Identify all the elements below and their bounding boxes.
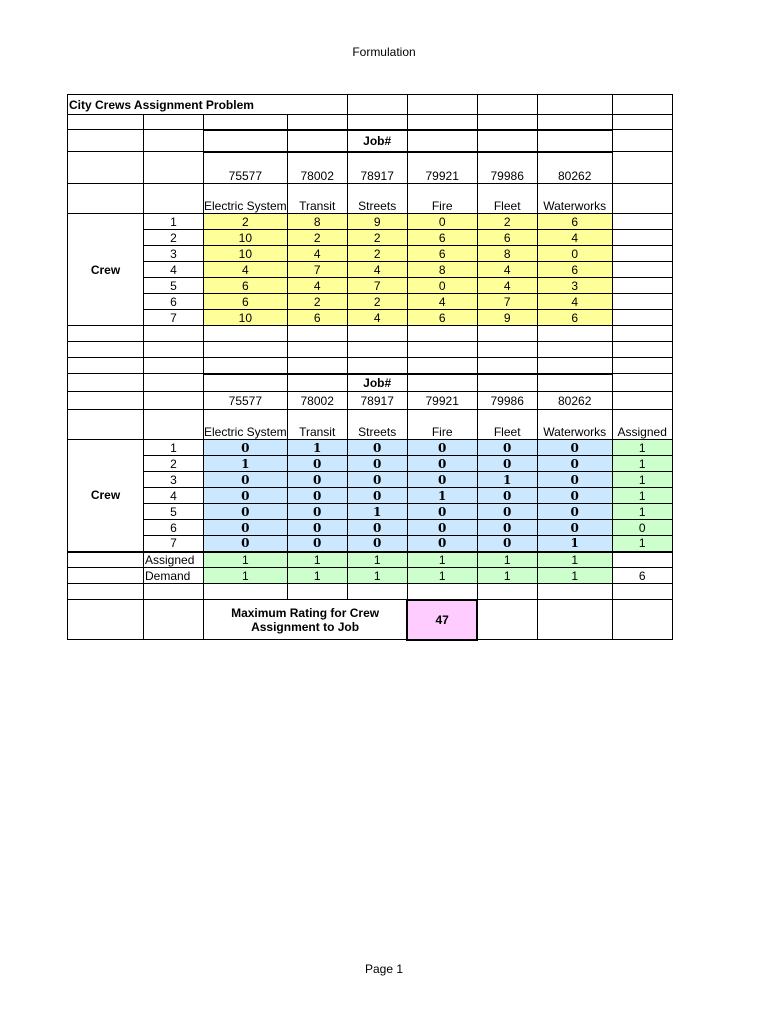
rating-cell: 2	[347, 230, 407, 246]
empty-cell	[477, 326, 537, 342]
rating-cell: 2	[287, 294, 347, 310]
empty-cell	[287, 374, 347, 392]
empty-cell	[347, 115, 407, 130]
empty-cell	[68, 392, 144, 410]
demand-total: 6	[612, 568, 672, 584]
job-number: 78917	[347, 152, 407, 184]
crew-number: 7	[144, 310, 204, 326]
assignment-cell[interactable]: 0	[407, 504, 477, 520]
assignment-cell[interactable]: 0	[477, 456, 537, 472]
empty-cell	[347, 584, 407, 600]
row-assigned-cell: 1	[612, 456, 672, 472]
job-name: Fire	[407, 184, 477, 214]
empty-cell	[612, 392, 672, 410]
assignment-cell[interactable]: 0	[204, 472, 288, 488]
rating-cell: 7	[477, 294, 537, 310]
row-assigned-cell: 1	[612, 504, 672, 520]
empty-cell	[68, 184, 144, 214]
row-assigned-cell: 1	[612, 488, 672, 504]
empty-cell	[407, 584, 477, 600]
assignment-cell[interactable]: 0	[287, 472, 347, 488]
empty-cell	[204, 584, 288, 600]
job-number: 75577	[204, 392, 288, 410]
crew-number: 4	[144, 488, 204, 504]
assignment-cell[interactable]: 0	[407, 440, 477, 456]
job-name: Transit	[287, 184, 347, 214]
rating-cell: 8	[477, 246, 537, 262]
empty-cell	[477, 584, 537, 600]
empty-cell	[144, 115, 204, 130]
assignment-cell[interactable]: 0	[204, 504, 288, 520]
empty-cell	[287, 130, 347, 152]
page-header: Formulation	[352, 45, 416, 59]
empty-cell	[204, 342, 288, 358]
rating-cell: 6	[537, 214, 612, 230]
assignment-cell[interactable]: 0	[204, 520, 288, 536]
rating-cell: 4	[407, 294, 477, 310]
rating-cell: 4	[477, 278, 537, 294]
crew-number: 5	[144, 278, 204, 294]
job-label: Job#	[347, 130, 407, 152]
empty-cell	[612, 600, 672, 640]
empty-cell	[68, 568, 144, 584]
empty-cell	[612, 230, 672, 246]
rating-cell: 10	[204, 310, 288, 326]
empty-cell	[144, 342, 204, 358]
job-number: 75577	[204, 152, 288, 184]
empty-cell	[144, 410, 204, 440]
assignment-cell[interactable]: 0	[477, 488, 537, 504]
empty-cell	[347, 95, 407, 115]
demand-row-label: Demand	[144, 568, 204, 584]
empty-cell	[144, 584, 204, 600]
col-assigned-cell: 1	[204, 552, 288, 568]
job-number: 78002	[287, 152, 347, 184]
empty-cell	[537, 374, 612, 392]
assignment-cell[interactable]: 0	[287, 456, 347, 472]
empty-cell	[68, 342, 144, 358]
job-number: 80262	[537, 392, 612, 410]
assignment-cell[interactable]: 0	[537, 456, 612, 472]
row-assigned-cell: 0	[612, 520, 672, 536]
col-assigned-cell: 1	[287, 552, 347, 568]
assignment-cell[interactable]: 1	[407, 488, 477, 504]
demand-cell: 1	[204, 568, 288, 584]
assignment-cell[interactable]: 0	[347, 440, 407, 456]
empty-cell	[612, 246, 672, 262]
empty-cell	[204, 115, 288, 130]
empty-cell	[612, 130, 672, 152]
demand-cell: 1	[537, 568, 612, 584]
demand-cell: 1	[407, 568, 477, 584]
row-assigned-cell: 1	[612, 440, 672, 456]
empty-cell	[612, 152, 672, 184]
empty-cell	[407, 95, 477, 115]
job-number: 79921	[407, 152, 477, 184]
empty-cell	[407, 326, 477, 342]
crew-number: 6	[144, 520, 204, 536]
empty-cell	[287, 584, 347, 600]
job-label: Job#	[347, 374, 407, 392]
empty-cell	[407, 374, 477, 392]
job-name: Streets	[347, 184, 407, 214]
rating-cell: 7	[287, 262, 347, 278]
rating-cell: 9	[477, 310, 537, 326]
empty-cell	[477, 374, 537, 392]
assignment-cell[interactable]: 0	[347, 472, 407, 488]
empty-cell	[204, 374, 288, 392]
empty-cell	[68, 152, 144, 184]
assignment-cell[interactable]: 0	[537, 504, 612, 520]
empty-cell	[612, 294, 672, 310]
empty-cell	[347, 342, 407, 358]
job-number: 79986	[477, 152, 537, 184]
crew-number: 6	[144, 294, 204, 310]
crew-number: 2	[144, 230, 204, 246]
empty-cell	[407, 130, 477, 152]
empty-cell	[204, 358, 288, 374]
empty-cell	[347, 358, 407, 374]
assignment-cell[interactable]: 0	[537, 440, 612, 456]
assignment-cell[interactable]: 1	[287, 440, 347, 456]
empty-cell	[144, 392, 204, 410]
rating-cell: 4	[537, 230, 612, 246]
assignment-cell[interactable]: 0	[347, 488, 407, 504]
empty-cell	[407, 115, 477, 130]
empty-cell	[347, 326, 407, 342]
assignment-cell[interactable]: 0	[287, 520, 347, 536]
rating-cell: 4	[287, 278, 347, 294]
rating-cell: 6	[204, 294, 288, 310]
empty-cell	[612, 278, 672, 294]
empty-cell	[287, 342, 347, 358]
empty-cell	[537, 358, 612, 374]
job-number: 78917	[347, 392, 407, 410]
assignment-cell[interactable]: 0	[477, 536, 537, 552]
job-name: Fleet	[477, 410, 537, 440]
assignment-cell[interactable]: 1	[537, 536, 612, 552]
empty-cell	[204, 130, 288, 152]
assignment-cell[interactable]: 1	[204, 456, 288, 472]
empty-cell	[204, 326, 288, 342]
empty-cell	[612, 115, 672, 130]
rating-cell: 2	[347, 246, 407, 262]
empty-cell	[144, 374, 204, 392]
empty-cell	[612, 552, 672, 568]
empty-cell	[144, 184, 204, 214]
assignment-cell[interactable]: 0	[347, 520, 407, 536]
rating-cell: 6	[407, 310, 477, 326]
empty-cell	[68, 326, 144, 342]
demand-cell: 1	[347, 568, 407, 584]
empty-cell	[68, 374, 144, 392]
empty-cell	[407, 358, 477, 374]
job-name: Streets	[347, 410, 407, 440]
crew-number: 7	[144, 536, 204, 552]
empty-cell	[144, 130, 204, 152]
col-assigned-cell: 1	[407, 552, 477, 568]
empty-cell	[612, 374, 672, 392]
empty-cell	[144, 152, 204, 184]
empty-cell	[477, 115, 537, 130]
rating-cell: 6	[537, 310, 612, 326]
sheet-title: City Crews Assignment Problem	[68, 95, 348, 115]
job-name: Electric System	[204, 184, 288, 214]
empty-cell	[477, 130, 537, 152]
crew-number: 3	[144, 472, 204, 488]
crew-number: 2	[144, 456, 204, 472]
empty-cell	[407, 342, 477, 358]
rating-cell: 10	[204, 246, 288, 262]
rating-cell: 0	[407, 214, 477, 230]
assignment-cell[interactable]: 0	[477, 504, 537, 520]
empty-cell	[287, 326, 347, 342]
assignment-cell[interactable]: 0	[407, 520, 477, 536]
rating-cell: 4	[477, 262, 537, 278]
rating-cell: 6	[407, 246, 477, 262]
empty-cell	[612, 184, 672, 214]
crew-number: 1	[144, 214, 204, 230]
assignment-cell[interactable]: 0	[407, 536, 477, 552]
col-assigned-cell: 1	[537, 552, 612, 568]
rating-cell: 6	[537, 262, 612, 278]
job-name: Waterworks	[537, 184, 612, 214]
row-assigned-cell: 1	[612, 472, 672, 488]
rating-cell: 8	[407, 262, 477, 278]
job-number: 79921	[407, 392, 477, 410]
assignment-cell[interactable]: 0	[287, 504, 347, 520]
empty-cell	[144, 600, 204, 640]
rating-cell: 4	[537, 294, 612, 310]
rating-cell: 4	[347, 310, 407, 326]
empty-cell	[537, 115, 612, 130]
empty-cell	[612, 326, 672, 342]
assignment-cell[interactable]: 0	[204, 536, 288, 552]
job-number: 78002	[287, 392, 347, 410]
assignment-cell[interactable]: 0	[287, 536, 347, 552]
empty-cell	[144, 358, 204, 374]
empty-cell	[144, 326, 204, 342]
job-name: Waterworks	[537, 410, 612, 440]
empty-cell	[477, 358, 537, 374]
empty-cell	[612, 358, 672, 374]
empty-cell	[477, 600, 537, 640]
rating-cell: 6	[477, 230, 537, 246]
rating-cell: 8	[287, 214, 347, 230]
rating-cell: 2	[287, 230, 347, 246]
assignment-cell[interactable]: 0	[407, 472, 477, 488]
page-footer: Page 1	[364, 962, 404, 976]
crew-number: 1	[144, 440, 204, 456]
empty-cell	[477, 95, 537, 115]
empty-cell	[287, 115, 347, 130]
assignment-cell[interactable]: 0	[477, 520, 537, 536]
crew-label: Crew	[68, 214, 144, 326]
assigned-header: Assigned	[612, 410, 672, 440]
rating-cell: 0	[537, 246, 612, 262]
rating-cell: 2	[347, 294, 407, 310]
col-assigned-cell: 1	[477, 552, 537, 568]
assignment-cell[interactable]: 0	[537, 488, 612, 504]
rating-cell: 6	[204, 278, 288, 294]
rating-cell: 0	[407, 278, 477, 294]
assignment-cell[interactable]: 0	[204, 488, 288, 504]
assigned-row-label: Assigned	[144, 552, 204, 568]
empty-cell	[537, 600, 612, 640]
crew-label: Crew	[68, 440, 144, 552]
rating-cell: 2	[477, 214, 537, 230]
rating-cell: 4	[287, 246, 347, 262]
empty-cell	[537, 326, 612, 342]
rating-cell: 10	[204, 230, 288, 246]
objective-value: 47	[407, 600, 477, 640]
empty-cell	[537, 584, 612, 600]
empty-cell	[68, 584, 144, 600]
empty-cell	[537, 130, 612, 152]
assignment-cell[interactable]: 0	[204, 440, 288, 456]
assignment-cell[interactable]: 0	[477, 440, 537, 456]
row-assigned-cell: 1	[612, 536, 672, 552]
empty-cell	[612, 262, 672, 278]
empty-cell	[612, 342, 672, 358]
empty-cell	[68, 115, 144, 130]
rating-cell: 6	[287, 310, 347, 326]
crew-number: 3	[144, 246, 204, 262]
empty-cell	[477, 342, 537, 358]
empty-cell	[68, 130, 144, 152]
job-name: Fire	[407, 410, 477, 440]
empty-cell	[68, 358, 144, 374]
empty-cell	[68, 600, 144, 640]
empty-cell	[537, 95, 612, 115]
assignment-cell[interactable]: 0	[407, 456, 477, 472]
rating-cell: 9	[347, 214, 407, 230]
crew-number: 5	[144, 504, 204, 520]
assignment-sheet	[67, 94, 673, 641]
rating-cell: 2	[204, 214, 288, 230]
col-assigned-cell: 1	[347, 552, 407, 568]
rating-cell: 4	[204, 262, 288, 278]
rating-cell: 4	[347, 262, 407, 278]
empty-cell	[612, 214, 672, 230]
demand-cell: 1	[477, 568, 537, 584]
empty-cell	[612, 584, 672, 600]
empty-cell	[612, 310, 672, 326]
empty-cell	[287, 358, 347, 374]
crew-number: 4	[144, 262, 204, 278]
rating-cell: 6	[407, 230, 477, 246]
assignment-cell[interactable]: 0	[537, 472, 612, 488]
rating-cell: 3	[537, 278, 612, 294]
empty-cell	[537, 342, 612, 358]
assignment-cell[interactable]: 0	[347, 536, 407, 552]
demand-cell: 1	[287, 568, 347, 584]
empty-cell	[68, 552, 144, 568]
assignment-cell[interactable]: 1	[477, 472, 537, 488]
assignment-cell[interactable]: 0	[287, 488, 347, 504]
job-number: 80262	[537, 152, 612, 184]
empty-cell	[612, 95, 672, 115]
assignment-cell[interactable]: 0	[537, 520, 612, 536]
rating-cell: 7	[347, 278, 407, 294]
empty-cell	[68, 410, 144, 440]
assignment-cell[interactable]: 1	[347, 504, 407, 520]
assignment-cell[interactable]: 0	[347, 456, 407, 472]
job-name: Electric System	[204, 410, 288, 440]
job-name: Fleet	[477, 184, 537, 214]
job-number: 79986	[477, 392, 537, 410]
objective-label: Maximum Rating for Crew Assignment to Job	[204, 600, 408, 640]
job-name: Transit	[287, 410, 347, 440]
